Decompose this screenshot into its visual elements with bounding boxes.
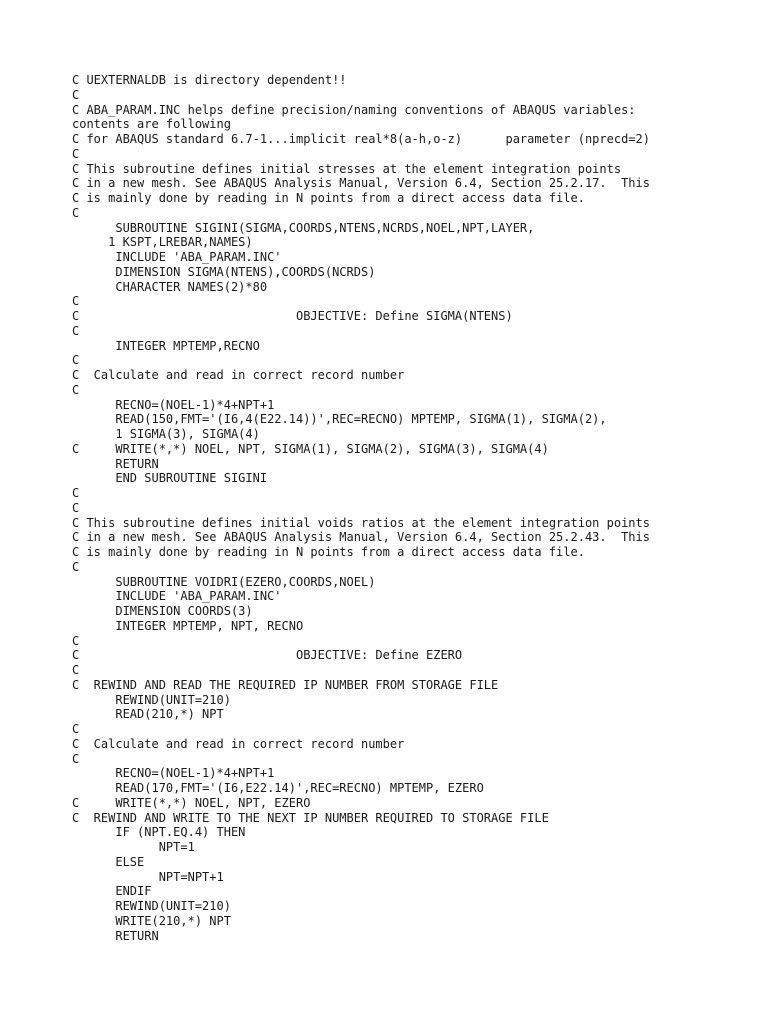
code-line: RETURN — [72, 928, 159, 943]
code-line: C for ABAQUS standard 6.7-1...implicit real*8(a-h,o-z) parameter (nprecd=2) — [72, 132, 650, 146]
code-line: READ(170,FMT='(I6,E22.14)',REC=RECNO) MPTEMP, EZERO — [72, 781, 484, 795]
code-line: C — [72, 323, 80, 338]
code-line: C — [72, 722, 80, 736]
fortran-code-listing — [72, 73, 712, 943]
code-line: ELSE — [72, 854, 145, 869]
code-line: ENDIF — [72, 884, 152, 899]
code-line: C — [72, 294, 80, 309]
code-line: NPT=NPT+1 — [72, 869, 224, 884]
code-line: contents are following — [72, 117, 231, 132]
code-line: C — [72, 633, 80, 648]
code-line: DIMENSION COORDS(3) — [72, 604, 253, 618]
code-line: READ(210,*) NPT — [72, 707, 224, 722]
code-line: INTEGER MPTEMP,RECNO — [72, 338, 260, 353]
code-line: C ABA_PARAM.INC helps define precision/naming conventions of ABAQUS variables: — [72, 102, 636, 117]
code-line: INCLUDE 'ABA_PARAM.INC' — [72, 589, 282, 604]
code-line: C — [72, 486, 80, 500]
code-line: INCLUDE 'ABA_PARAM.INC' — [72, 250, 282, 264]
code-line: C — [72, 500, 80, 515]
code-line: C REWIND AND READ THE REQUIRED IP NUMBER FROM STORAGE FILE — [72, 677, 499, 692]
code-line: 1 KSPT,LREBAR,NAMES) — [72, 235, 253, 250]
code-line: REWIND(UNIT=210) — [72, 692, 231, 707]
code-line: RECNO=(NOEL-1)*4+NPT+1 — [72, 397, 275, 412]
code-line: END SUBROUTINE SIGINI — [72, 471, 268, 486]
code-line: CHARACTER NAMES(2)*80 — [72, 279, 268, 294]
code-line: C — [72, 205, 80, 220]
code-line: INTEGER MPTEMP, NPT, RECNO — [72, 618, 304, 633]
code-line: NPT=1 — [72, 840, 195, 854]
code-line: C OBJECTIVE: Define EZERO — [72, 648, 463, 663]
code-line: C — [72, 353, 80, 368]
code-line: DIMENSION SIGMA(NTENS),COORDS(NCRDS) — [72, 264, 376, 279]
code-line: RETURN — [72, 456, 159, 471]
code-line: C — [72, 146, 80, 161]
code-line: C in a new mesh. See ABAQUS Analysis Manual, Version 6.4, Section 25.2.17. This — [72, 176, 650, 191]
code-line: C in a new mesh. See ABAQUS Analysis Manual, Version 6.4, Section 25.2.43. This — [72, 530, 650, 545]
code-line: SUBROUTINE VOIDRI(EZERO,COORDS,NOEL) — [72, 574, 376, 589]
code-line: REWIND(UNIT=210) — [72, 899, 231, 913]
code-line: C UEXTERNALDB is directory dependent!! — [72, 73, 347, 87]
code-line: READ(150,FMT='(I6,4(E22.14))',REC=RECNO) MPTEMP, SIGMA(1), SIGMA(2), — [72, 412, 607, 427]
code-line: C WRITE(*,*) NOEL, NPT, EZERO — [72, 795, 311, 810]
code-line: C — [72, 87, 80, 102]
code-line: C OBJECTIVE: Define SIGMA(NTENS) — [72, 309, 513, 323]
code-line: 1 SIGMA(3), SIGMA(4) — [72, 427, 260, 441]
code-line: SUBROUTINE SIGINI(SIGMA,COORDS,NTENS,NCRDS,NOEL,NPT,LAYER, — [72, 220, 535, 235]
code-line: RECNO=(NOEL-1)*4+NPT+1 — [72, 766, 275, 781]
code-line: C is mainly done by reading in N points from a direct access data file. — [72, 545, 585, 559]
code-line: C This subroutine defines initial voids ratios at the element integration points — [72, 515, 650, 530]
code-line: C This subroutine defines initial stresses at the element integration points — [72, 161, 622, 176]
code-line: C — [72, 382, 80, 397]
code-line: C WRITE(*,*) NOEL, NPT, SIGMA(1), SIGMA(2), SIGMA(3), SIGMA(4) — [72, 441, 549, 456]
code-line: WRITE(210,*) NPT — [72, 913, 231, 928]
code-line: C Calculate and read in correct record number — [72, 368, 405, 382]
code-line: C — [72, 559, 80, 574]
code-line: C is mainly done by reading in N points from a direct access data file. — [72, 191, 585, 205]
code-line: C Calculate and read in correct record number — [72, 736, 405, 751]
code-line: IF (NPT.EQ.4) THEN — [72, 825, 246, 840]
code-line: C — [72, 751, 80, 766]
code-line: C — [72, 663, 80, 677]
code-line: C REWIND AND WRITE TO THE NEXT IP NUMBER REQUIRED TO STORAGE FILE — [72, 810, 549, 825]
